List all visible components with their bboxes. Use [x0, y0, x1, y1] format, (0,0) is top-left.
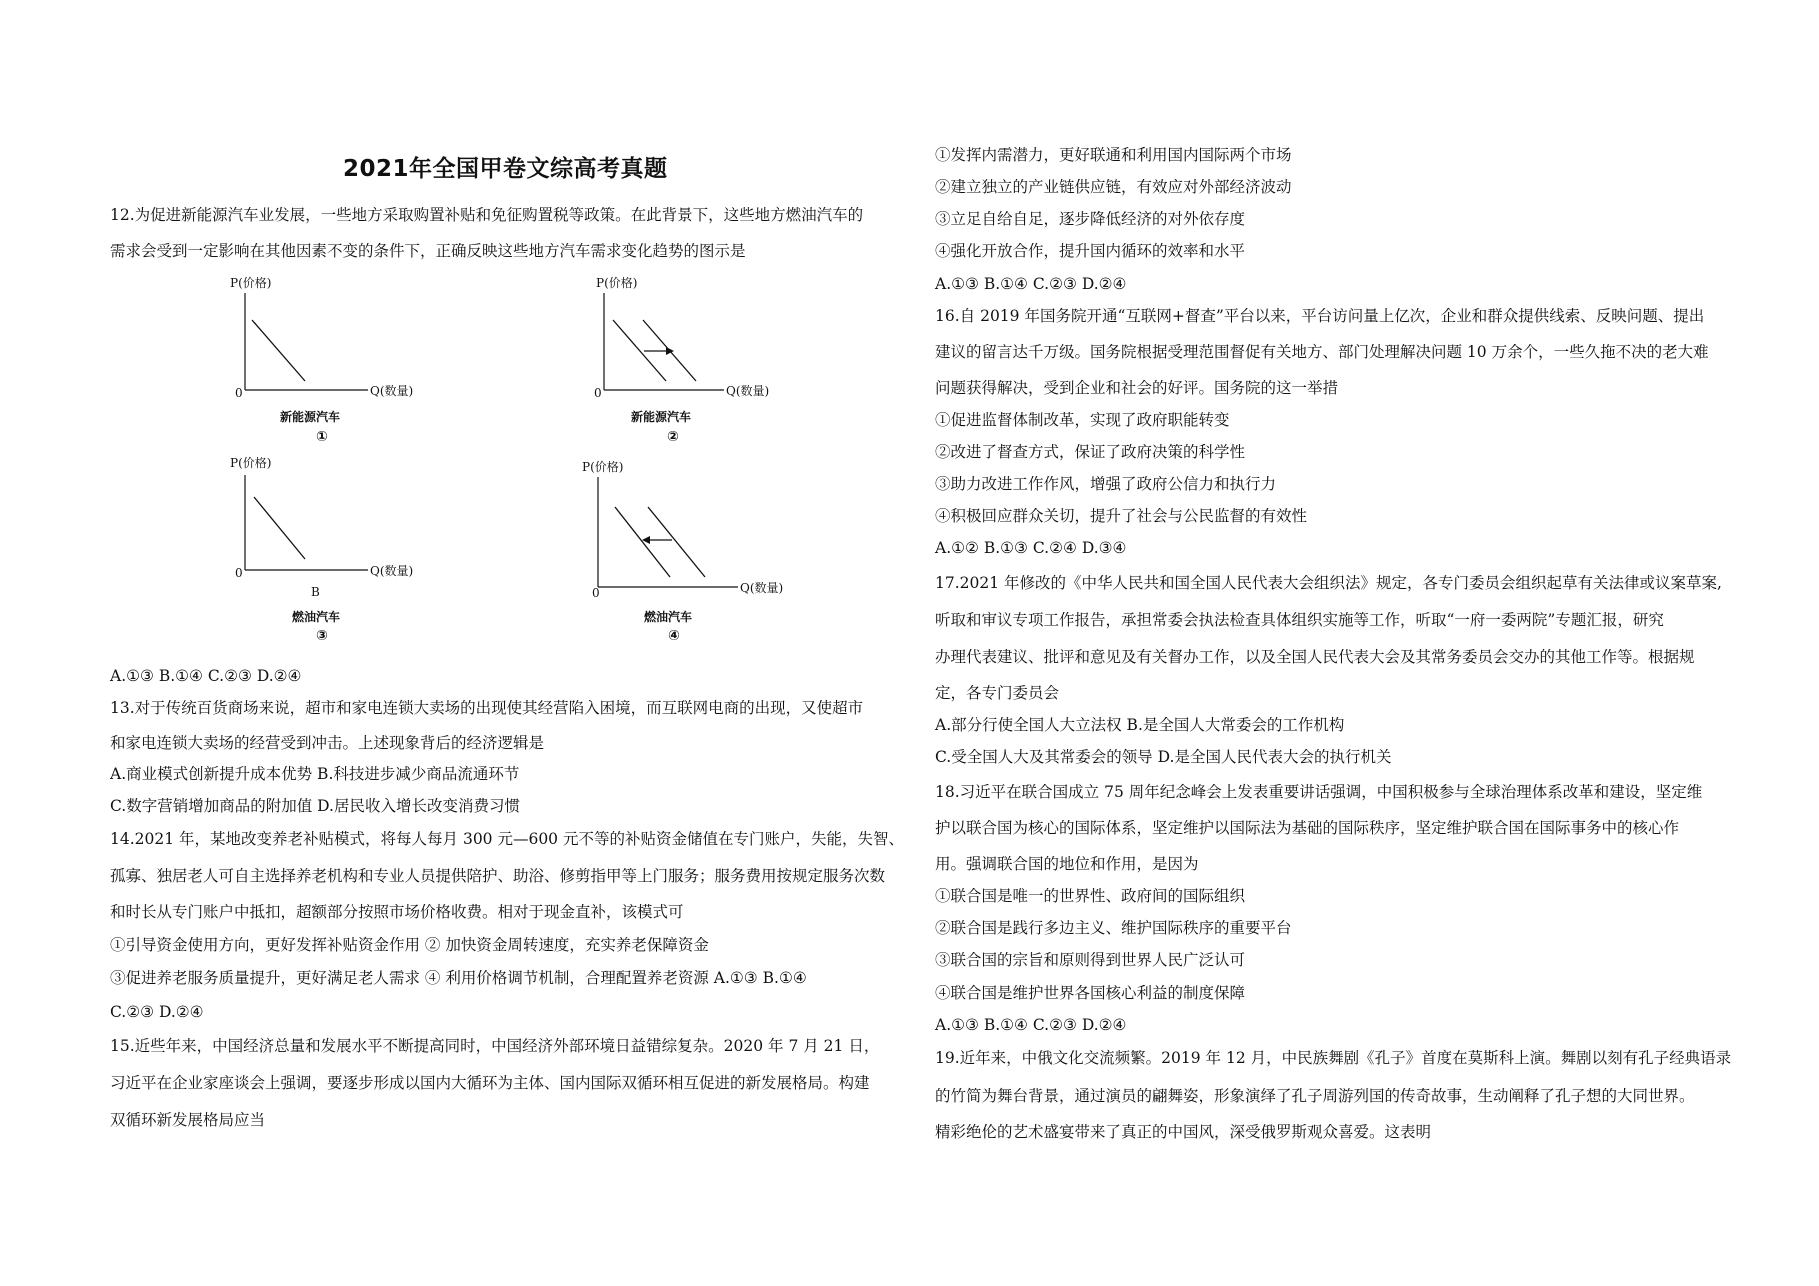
q17-options-ab: A.部分行使全国人大立法权 B.是全国人大常委会的工作机构 — [935, 716, 1345, 734]
q14-options-12: ①引导资金使用方向，更好发挥补贴资金作用 ② 加快资金周转速度，充实养老保障资金 — [110, 936, 709, 954]
origin-label: 0 — [235, 566, 243, 580]
origin-label: 0 — [594, 386, 602, 400]
graph-caption: 燃油汽车 — [644, 610, 693, 624]
demand-graph-1 — [220, 275, 440, 449]
q15-line-3: 双循环新发展格局应当 — [110, 1111, 266, 1129]
q18-answers: A.①③ B.①④ C.②③ D.②④ — [935, 1016, 1127, 1034]
q14-line-3: 和时长从专门账户中抵扣，超额部分按照市场价格收费。相对于现金直补，该模式可 — [110, 903, 684, 921]
demand-curve — [254, 497, 305, 559]
q-axis-label: Q(数量) — [726, 384, 770, 398]
graph-number: ③ — [316, 628, 328, 644]
demand-curve-2 — [648, 507, 705, 577]
q18-option-4: ④联合国是维护世界各国核心利益的制度保障 — [935, 984, 1246, 1002]
demand-curve — [252, 320, 305, 381]
q16-answers: A.①② B.①③ C.②④ D.③④ — [935, 539, 1127, 557]
q16-line-1: 16.自 2019 年国务院开通“互联网+督查”平台以来，平台访问量上亿次，企业和群众提供线索、反映问题、提出 — [935, 307, 1705, 325]
q17-line-2: 听取和审议专项工作报告，承担常委会执法检查具体组织实施等工作，听取“一府一委两院”专题汇报，研究 — [935, 611, 1664, 629]
q13-options-cd: C.数字营销增加商品的附加值 D.居民收入增长改变消费习惯 — [110, 797, 520, 815]
graph-caption: 新能源汽车 — [280, 410, 341, 424]
q18-option-3: ③联合国的宗旨和原则得到世界人民广泛认可 — [935, 951, 1246, 969]
q15-option-2: ②建立独立的产业链供应链，有效应对外部经济波动 — [935, 178, 1292, 196]
graph-b-label: B — [311, 585, 320, 599]
p-axis-label: P(价格) — [230, 456, 272, 470]
q18-line-1: 18.习近平在联合国成立 75 周年纪念峰会上发表重要讲话强调，中国积极参与全球治理体系改革和建设，坚定维 — [935, 783, 1703, 801]
q13-line-1: 13.对于传统百货商场来说，超市和家电连锁大卖场的出现使其经营陷入困境，而互联网电商的出现，又使超市 — [110, 699, 864, 717]
q16-option-2: ②改进了督查方式，保证了政府决策的科学性 — [935, 443, 1246, 461]
q15-answers: A.①③ B.①④ C.②③ D.②④ — [935, 275, 1127, 293]
page-title: 2021年全国甲卷文综高考真题 — [343, 156, 668, 182]
q19-line-1: 19.近年来，中俄文化交流频繁。2019 年 12 月，中民族舞剧《孔子》首度在莫斯科上演。舞剧以刻有孔子经典语录 — [935, 1049, 1732, 1067]
q13-options-ab: A.商业模式创新提升成本优势 B.科技进步减少商品流通环节 — [110, 765, 520, 783]
q19-line-2: 的竹简为舞台背景，通过演员的翩舞姿，形象演绎了孔子周游列国的传奇故事，生动阐释了孔子想的大同世界。 — [935, 1087, 1695, 1105]
q-axis-label: Q(数量) — [370, 564, 414, 578]
q14-options-34: ③促进养老服务质量提升，更好满足老人需求 ④ 利用价格调节机制，合理配置养老资源 A.①③ B.①④ — [110, 969, 807, 987]
q17-line-1: 17.2021 年修改的《中华人民共和国全国人民代表大会组织法》规定，各专门委员会组织起草有关法律或议案草案, — [935, 574, 1722, 592]
origin-label: 0 — [592, 586, 600, 600]
q14-line-2: 孤寡、独居老人可自主选择养老机构和专业人员提供陪护、助浴、修剪指甲等上门服务；服务费用按规定服务次数 — [110, 867, 886, 885]
q16-option-3: ③助力改进工作作风，增强了政府公信力和执行力 — [935, 475, 1277, 493]
q-axis-label: Q(数量) — [370, 384, 414, 398]
q17-options-cd: C.受全国人大及其常委会的领导 D.是全国人民代表大会的执行机关 — [935, 748, 1392, 766]
q12-line-1: 12.为促进新能源汽车业发展，一些地方采取购置补贴和免征购置税等政策。在此背景下，这些地方燃油汽车的 — [110, 206, 864, 224]
q14-options-cd: C.②③ D.②④ — [110, 1003, 204, 1021]
q14-line-1: 14.2021 年，某地改变养老补贴模式，将每人每月 300 元—600 元不等的补贴资金储值在专门账户，失能，失智、 — [110, 830, 904, 848]
q16-line-2: 建议的留言达千万级。国务院根据受理范围督促有关地方、部门处理解决问题 10 万余个，一些久拖不决的老大难 — [935, 343, 1709, 361]
demand-graph-2 — [586, 275, 806, 449]
q15-option-3: ③立足自给自足，逐步降低经济的对外依存度 — [935, 210, 1246, 228]
q17-line-4: 定，各专门委员会 — [935, 684, 1060, 702]
demand-curve-1 — [615, 507, 670, 577]
demand-graph-3 — [220, 455, 440, 649]
q15-option-1: ①发挥内需潜力，更好联通和利用国内国际两个市场 — [935, 146, 1292, 164]
q18-option-1: ①联合国是唯一的世界性、政府间的国际组织 — [935, 887, 1246, 905]
q16-option-4: ④积极回应群众关切，提升了社会与公民监督的有效性 — [935, 507, 1308, 525]
q15-option-4: ④强化开放合作，提升国内循环的效率和水平 — [935, 242, 1246, 260]
q15-line-1: 15.近些年来，中国经济总量和发展水平不断提高同时，中国经济外部环境日益错综复杂。2020 年 7 月 21 日， — [110, 1037, 880, 1055]
q18-line-3: 用。强调联合国的地位和作用，是因为 — [935, 855, 1199, 873]
q18-option-2: ②联合国是践行多边主义、维护国际秩序的重要平台 — [935, 919, 1292, 937]
p-axis-label: P(价格) — [582, 460, 624, 474]
graph-number: ④ — [668, 628, 680, 644]
q19-line-3: 精彩绝伦的艺术盛宴带来了真正的中国风，深受俄罗斯观众喜爱。这表明 — [935, 1123, 1432, 1141]
p-axis-label: P(价格) — [230, 276, 272, 290]
q12-line-2: 需求会受到一定影响在其他因素不变的条件下，正确反映这些地方汽车需求变化趋势的图示是 — [110, 242, 746, 260]
graph-caption: 燃油汽车 — [292, 610, 341, 624]
q18-line-2: 护以联合国为核心的国际体系，坚定维护以国际法为基础的国际秩序，坚定维护联合国在国际事务中的核心作 — [935, 819, 1680, 837]
graph-number: ② — [667, 429, 679, 445]
p-axis-label: P(价格) — [596, 276, 638, 290]
origin-label: 0 — [235, 386, 243, 400]
q12-options: A.①③ B.①④ C.②③ D.②④ — [110, 667, 302, 685]
graph-number: ① — [316, 429, 328, 445]
q15-line-2: 习近平在企业家座谈会上强调，要逐步形成以国内大循环为主体、国内国际双循环相互促进的新发展格局。构建 — [110, 1074, 870, 1092]
graph-caption: 新能源汽车 — [631, 410, 692, 424]
q13-line-2: 和家电连锁大卖场的经营受到冲击。上述现象背后的经济逻辑是 — [110, 734, 545, 752]
demand-graph-4 — [580, 455, 810, 649]
q16-line-3: 问题获得解决，受到企业和社会的好评。国务院的这一举措 — [935, 379, 1339, 397]
q-axis-label: Q(数量) — [740, 581, 784, 595]
q17-line-3: 办理代表建议、批评和意见及有关督办工作，以及全国人民代表大会及其常务委员会交办的其他工作等。根据规 — [935, 648, 1695, 666]
q16-option-1: ①促进监督体制改革，实现了政府职能转变 — [935, 411, 1230, 429]
